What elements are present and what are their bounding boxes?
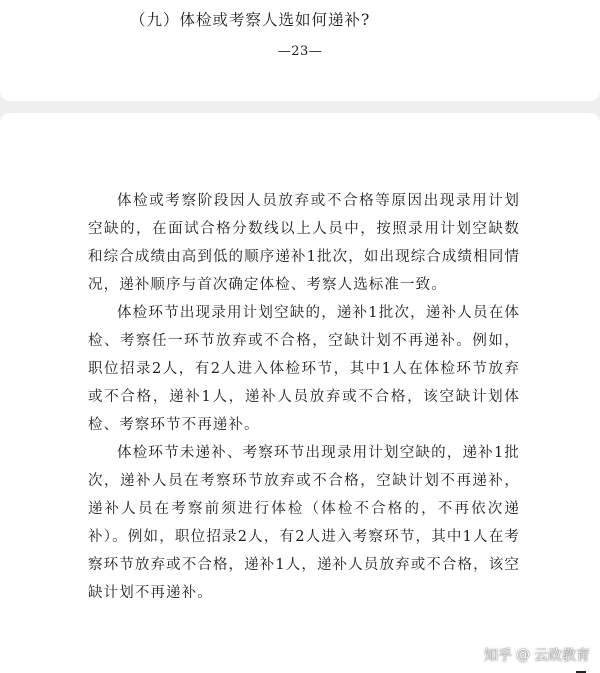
watermark-platform: 知乎 bbox=[484, 648, 512, 664]
paragraph-2: 体检环节出现录用计划空缺的，递补1批次，递补人员在体检、考察任一环节放弃或不合格，空缺计划不再递补。例如，职位招录2人，有2人进入体检环节，其中1人在体检环节放弃或不合格，递补1人，递补人员放弃或不合格，该空缺计划体检、考察环节不再递补。 bbox=[88, 305, 520, 433]
previous-page-fragment bbox=[0, 0, 600, 101]
document-page bbox=[0, 113, 600, 673]
section-heading: （九）体检或考察人选如何递补? bbox=[130, 11, 371, 29]
paragraph-3: 体检环节未递补、考察环节出现录用计划空缺的，递补1批次，递补人员在考察环节放弃或不合格，空缺计划不再递补，递补人员在考察前须进行体检（体检不合格的，不再依次递补）。例如，职位招录2人，有2人进入考察环节，其中1人在考察环节放弃或不合格，递补1人，递补人员放弃或不合格，该空缺计划不再递补。 bbox=[88, 445, 520, 601]
watermark-author: 云政教育 bbox=[534, 648, 590, 664]
watermark-separator: @ bbox=[516, 647, 530, 663]
page-number: —23— bbox=[277, 44, 323, 59]
paragraph-1: 体检或考察阶段因人员放弃或不合格等原因出现录用计划空缺的，在面试合格分数线以上人员中，按照录用计划空缺数和综合成绩由高到低的顺序递补1批次，如出现综合成绩相同情况，递补顺序与首次确定体检、考察人选标准一致。 bbox=[88, 193, 520, 293]
zhihu-watermark bbox=[484, 645, 590, 665]
body-text bbox=[88, 187, 520, 607]
